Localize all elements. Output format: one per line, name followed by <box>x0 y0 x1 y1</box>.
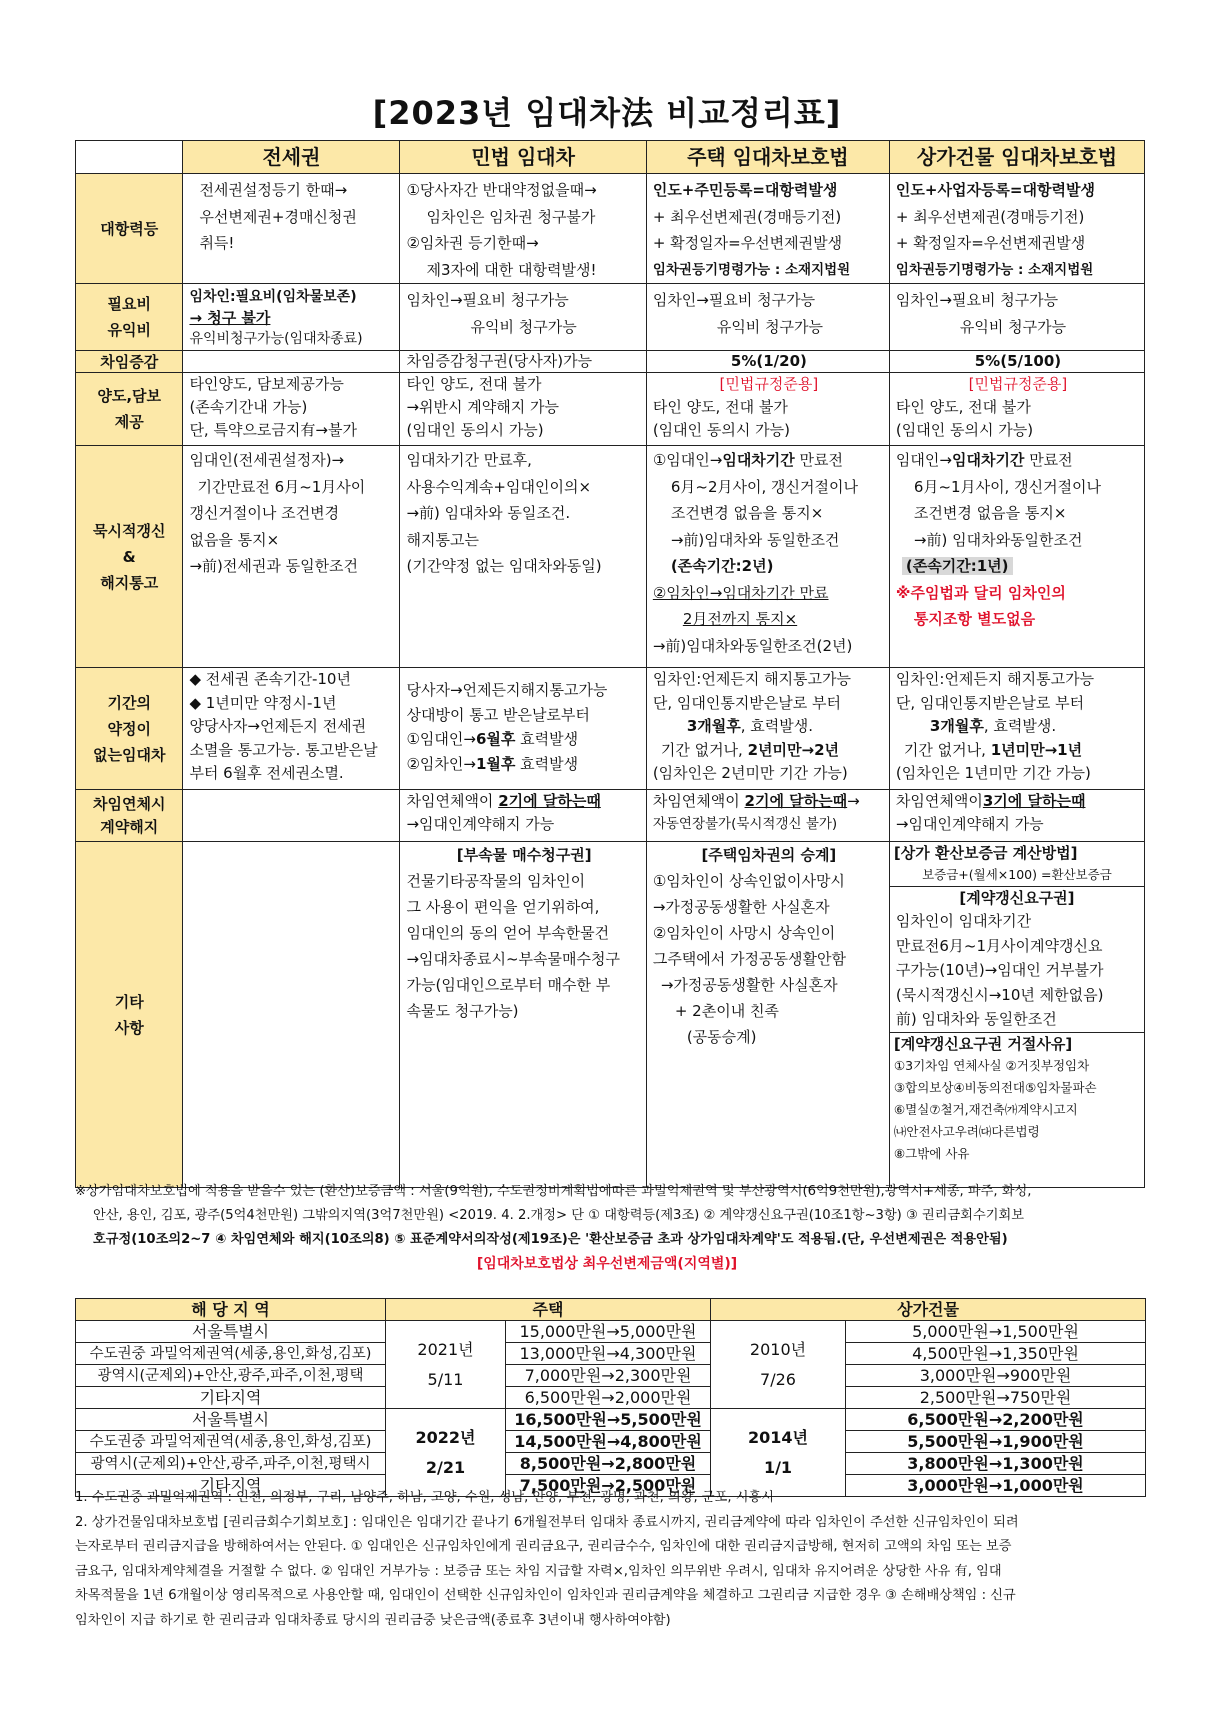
cell: 타인양도, 담보제공가능 (존속기간내 가능) 단, 특약으로금지有→불가 <box>183 373 400 446</box>
row-chaim <box>76 351 1145 373</box>
row-yeonche <box>76 790 1145 842</box>
cell: 임차인:필요비(임차물보존) → 청구 불가 유익비청구가능(임대차종료) <box>183 284 400 351</box>
col-header-housing: 주택 임대차보호법 <box>646 141 889 174</box>
rates-row: 수도권중 과밀억제권역(세종,용인,화성,김포) 13,000만원→4,300만원 4,500만원→1,350만원 <box>76 1343 1146 1365</box>
cell: [주택임차권의 승계] ①임차인이 상속인없이사망시 →가정공동생활한 사실혼자 ②임차인이 사망시 상속인이 그주택에서 가정공동생활안함 →가정공동생활한 사실혼자 + 2촌이내 친족 (공동승계) <box>646 842 889 1188</box>
cell: 임차인→필요비 청구가능 유익비 청구가능 <box>646 284 889 351</box>
rates-row: 광역시(군제외)+안산,광주,파주,이천,평택 7,000만원→2,300만원 3,000만원→900만원 <box>76 1365 1146 1387</box>
col-header-civil: 민법 임대차 <box>400 141 646 174</box>
note-line: 안산, 용인, 김포, 광주(5억4천만원) 그밖의지역(3억7천만원) <2019. 4. 2.개정> 단 ① 대항력등(제3조) ② 계약갱신요구권(10조1항~3항) ③ 권리금회수기회보 <box>93 1208 1024 1223</box>
house-header: 주택 <box>386 1299 711 1321</box>
cell: ①당사자간 반대약정없을때→ 임차인은 임차권 청구불가 ②임차권 등기한때→ 제3자에 대한 대항력발생! <box>400 174 646 284</box>
comparison-table <box>75 140 1145 1188</box>
row-label: 대항력등 <box>76 174 183 284</box>
priority-repayment-table <box>75 1298 1146 1497</box>
cell <box>183 790 400 842</box>
col-header-commercial: 상가건물 임대차보호법 <box>889 141 1144 174</box>
row-pilyo <box>76 284 1145 351</box>
row-label: 필요비 유익비 <box>76 284 183 351</box>
cell: 당사자→언제든지해지통고가능 상대방이 통고 받은날로부터 ①임대인→6월후 효력발생 ②임차인→1월후 효력발생 <box>400 668 646 790</box>
region-header: 해 당 지 역 <box>76 1299 386 1321</box>
cell: 5%(5/100) <box>889 351 1144 373</box>
cell: 임대인→임대차기간 만료전 6月~1月사이, 갱신거절이나 조건변경 없음을 통지× →前) 임대차와동일한조건 (존속기간:1년) ※주임법과 달리 임차인의 통지조항 별도없음 <box>889 446 1144 668</box>
rates-row: 기타지역 7,500만원→2,500만원 3,000만원→1,000만원 <box>76 1475 1146 1497</box>
row-label: 차임증감 <box>76 351 183 373</box>
col-header-jeonse: 전세권 <box>183 141 400 174</box>
cell: [민법규정준용] 타인 양도, 전대 불가 (임대인 동의시 가능) <box>646 373 889 446</box>
note-line: 호규정(10조의2~7 ④ 차임연체와 해지(10조의8) ⑤ 표준계약서의작성(제19조)은 '환산보증금 초과 상가임대차계약'도 적용됨.(단, 우선변제권은 적용안됨) <box>93 1232 1008 1247</box>
cell: 인도+주민등록=대항력발생 + 최우선변제권(경매등기전) + 확정일자=우선변제권발생 임차권등기명령가능 : 소재지법원 <box>646 174 889 284</box>
row-daehang <box>76 174 1145 284</box>
footnote-line: 임차인이 지급 하기로 한 권리금과 임대차종료 당시의 권리금중 낮은금액(종료후 3년이내 행사하여야함) <box>75 1612 671 1628</box>
rates-row: 기타지역 6,500만원→2,000만원 2,500만원→750만원 <box>76 1387 1146 1409</box>
cell: 인도+사업자등록=대항력발생 + 최우선변제권(경매등기전) + 확정일자=우선변제권발생 임차권등기명령가능 : 소재지법원 <box>889 174 1144 284</box>
refusal-reasons-box: [계약갱신요구권 거절사유] ①3기차임 연체사실 ②거짓부정임차 ③합의보상④비동의전대⑤임차물파손 ⑥멸실⑦철거,재건축㈎계약시고지 ㈏안전사고우려㈐다른법령 ⑧그밖에 사유 <box>893 1034 1097 1161</box>
cell <box>183 351 400 373</box>
cell: ①임대인→임대차기간 만료전 6月~2月사이, 갱신거절이나 조건변경 없음을 통지× →前)임대차와 동일한조건 (존속기간:2년) ②임차인→임대차기간 만료 2月전까지 통지× →前)임대차와동일한조건(2년) <box>646 446 889 668</box>
footnotes <box>75 1486 1155 1633</box>
cell: 타인 양도, 전대 불가 →위반시 계약해지 가능 (임대인 동의시 가능) <box>400 373 646 446</box>
cell: 임차인→필요비 청구가능 유익비 청구가능 <box>889 284 1144 351</box>
cell: 차임연체액이 2기에 달하는때→ 자동연장불가(묵시적갱신 불가) <box>646 790 889 842</box>
cell: 임대차기간 만료후, 사용수익계속+임대인이의× →前) 임대차와 동일조건. 해지통고는 (기간약정 없는 임대차와동일) <box>400 446 646 668</box>
footnote-line: 2. 상가건물임대차보호법 [권리금회수기회보호] : 임대인은 임대기간 끝나기 6개월전부터 임대차 종료시까지, 권리금계약에 따라 임차인이 주선한 신규임차인이 되려 <box>75 1514 1019 1530</box>
row-gita <box>76 842 1145 1188</box>
cell: 5%(1/20) <box>646 351 889 373</box>
header-row <box>76 141 1145 174</box>
row-label: 기타 사항 <box>76 842 183 1188</box>
footnote-line: 차목적물을 1년 6개월이상 영리목적으로 사용안할 때, 임대인이 선택한 신규임차인이 임차인과 권리금계약을 체결하고 그권리금 지급한 경우 ③ 손해배상책임 : 신규 <box>75 1588 1016 1603</box>
row-label: 차임연체시 계약해지 <box>76 790 183 842</box>
cell: ◆ 전세권 존속기간-10년 ◆ 1년미만 약정시-1년 양당사자→언제든지 전세권 소멸을 통고가능. 통고받은날 부터 6월후 전세권소멸. <box>183 668 400 790</box>
cell: 차임연체액이3기에 달하는때 →임대인계약해지 가능 <box>889 790 1144 842</box>
cell: 임대인(전세권설정자)→ 기간만료전 6月~1月사이 갱신거절이나 조건변경 없음을 통지× →前)전세권과 동일한조건 <box>183 446 400 668</box>
cell: [민법규정준용] 타인 양도, 전대 불가 (임대인 동의시 가능) <box>889 373 1144 446</box>
row-gigan <box>76 668 1145 790</box>
cell: 임차인:언제든지 해지통고가능 단, 임대인통지받은날로 부터 3개월후, 효력발생. 기간 없거나, 1년미만→1년 (임차인은 1년미만 기간 가능) <box>889 668 1144 790</box>
rates-title: [임대차보호법상 최우선변제금액(지역별)] <box>476 1256 738 1272</box>
page-title: [2023년 임대차法 비교정리표] <box>372 94 842 132</box>
commercial-note <box>75 1180 1150 1252</box>
row-label: 묵시적갱신 & 해지통고 <box>76 446 183 668</box>
rates-row: 수도권중 과밀억제권역(세종,용인,화성,김포) 14,500만원→4,800만원 5,500만원→1,900만원 <box>76 1431 1146 1453</box>
cell: 차임연체액이 2기에 달하는때 →임대인계약해지 가능 <box>400 790 646 842</box>
rates-header-row <box>76 1299 1146 1321</box>
cell: [부속물 매수청구권] 건물기타공작물의 임차인이 그 사용이 편익을 얻기위하여, 임대인의 동의 얻어 부속한물건 →임대차종료시~부속물매수청구 가능(임대인으로부터 매수한 부 속물도 청구가능) <box>400 842 646 1188</box>
corner-cell <box>76 141 183 174</box>
rates-row: 광역시(군제외)+안산,광주,파주,이천,평택시 8,500만원→2,800만원 3,800만원→1,300만원 <box>76 1453 1146 1475</box>
cell <box>889 842 1144 1188</box>
row-label: 기간의 약정이 없는임대차 <box>76 668 183 790</box>
renewal-right-box: [계약갱신요구권] 임차인이 임대차기간 만료전6月~1月사이계약갱신요 구가능(10년)→임대인 거부불가 (묵시적갱신시→10년 제한없음) 前) 임대차와 동일한조건 <box>890 887 1144 1033</box>
row-label: 양도,담보 제공 <box>76 373 183 446</box>
shop-header: 상가건물 <box>711 1299 1146 1321</box>
rates-row: 서울특별시 2022년 2/21 16,500만원→5,500만원 2014년 1/1 6,500만원→2,200만원 <box>76 1409 1146 1431</box>
footnote-line: 1. 수도권중 과밀억제권역 : 인천, 의정부, 구리, 남양주, 하남, 고양, 수원, 성남, 안양, 부천, 광명, 과천, 의왕, 군포, 시흥시 <box>75 1490 774 1505</box>
note-line: ※상가임대차보호법에 적용을 받을수 있는 (환산)보증금액 : 서울(9억원), 수도권정비계획법에따른 과밀억제권역 및 부산광역시(6억9천만원),광역시+세종, 파주, 화성, <box>75 1184 1032 1199</box>
cell: 임차인:언제든지 해지통고가능 단, 임대인통지받은날로 부터 3개월후, 효력발생. 기간 없거나, 2년미만→2년 (임차인은 2년미만 기간 가능) <box>646 668 889 790</box>
commercial-formula-box: [상가 환산보증금 계산방법] 보증금+(월세×100) =환산보증금 <box>890 842 1144 887</box>
footnote-line: 는자로부터 권리금지급을 방해하여서는 안된다. ① 임대인은 신규임차인에게 권리금요구, 권리금수수, 임차인에 대한 권리금지급방해, 현저히 고액의 차임 또는 보증 <box>75 1539 1012 1554</box>
footnote-line: 금요구, 임대차계약체결을 거절할 수 없다. ② 임대인 거부가능 : 보증금 또는 차임 지급할 자력×,임차인 의무위반 우려시, 임대차 유지어려운 상당한 사유 有, 임대 <box>75 1563 1002 1579</box>
cell: 차임증감청구권(당사자)가능 <box>400 351 646 373</box>
row-muksi <box>76 446 1145 668</box>
cell: 전세권설정등기 한때→ 우선변제권+경매신청권 취득! <box>183 174 400 284</box>
cell <box>183 842 400 1188</box>
cell: 임차인→필요비 청구가능 유익비 청구가능 <box>400 284 646 351</box>
rates-row: 서울특별시 2021년 5/11 15,000만원→5,000만원 2010년 7/26 5,000만원→1,500만원 <box>76 1321 1146 1343</box>
row-yangdo <box>76 373 1145 446</box>
